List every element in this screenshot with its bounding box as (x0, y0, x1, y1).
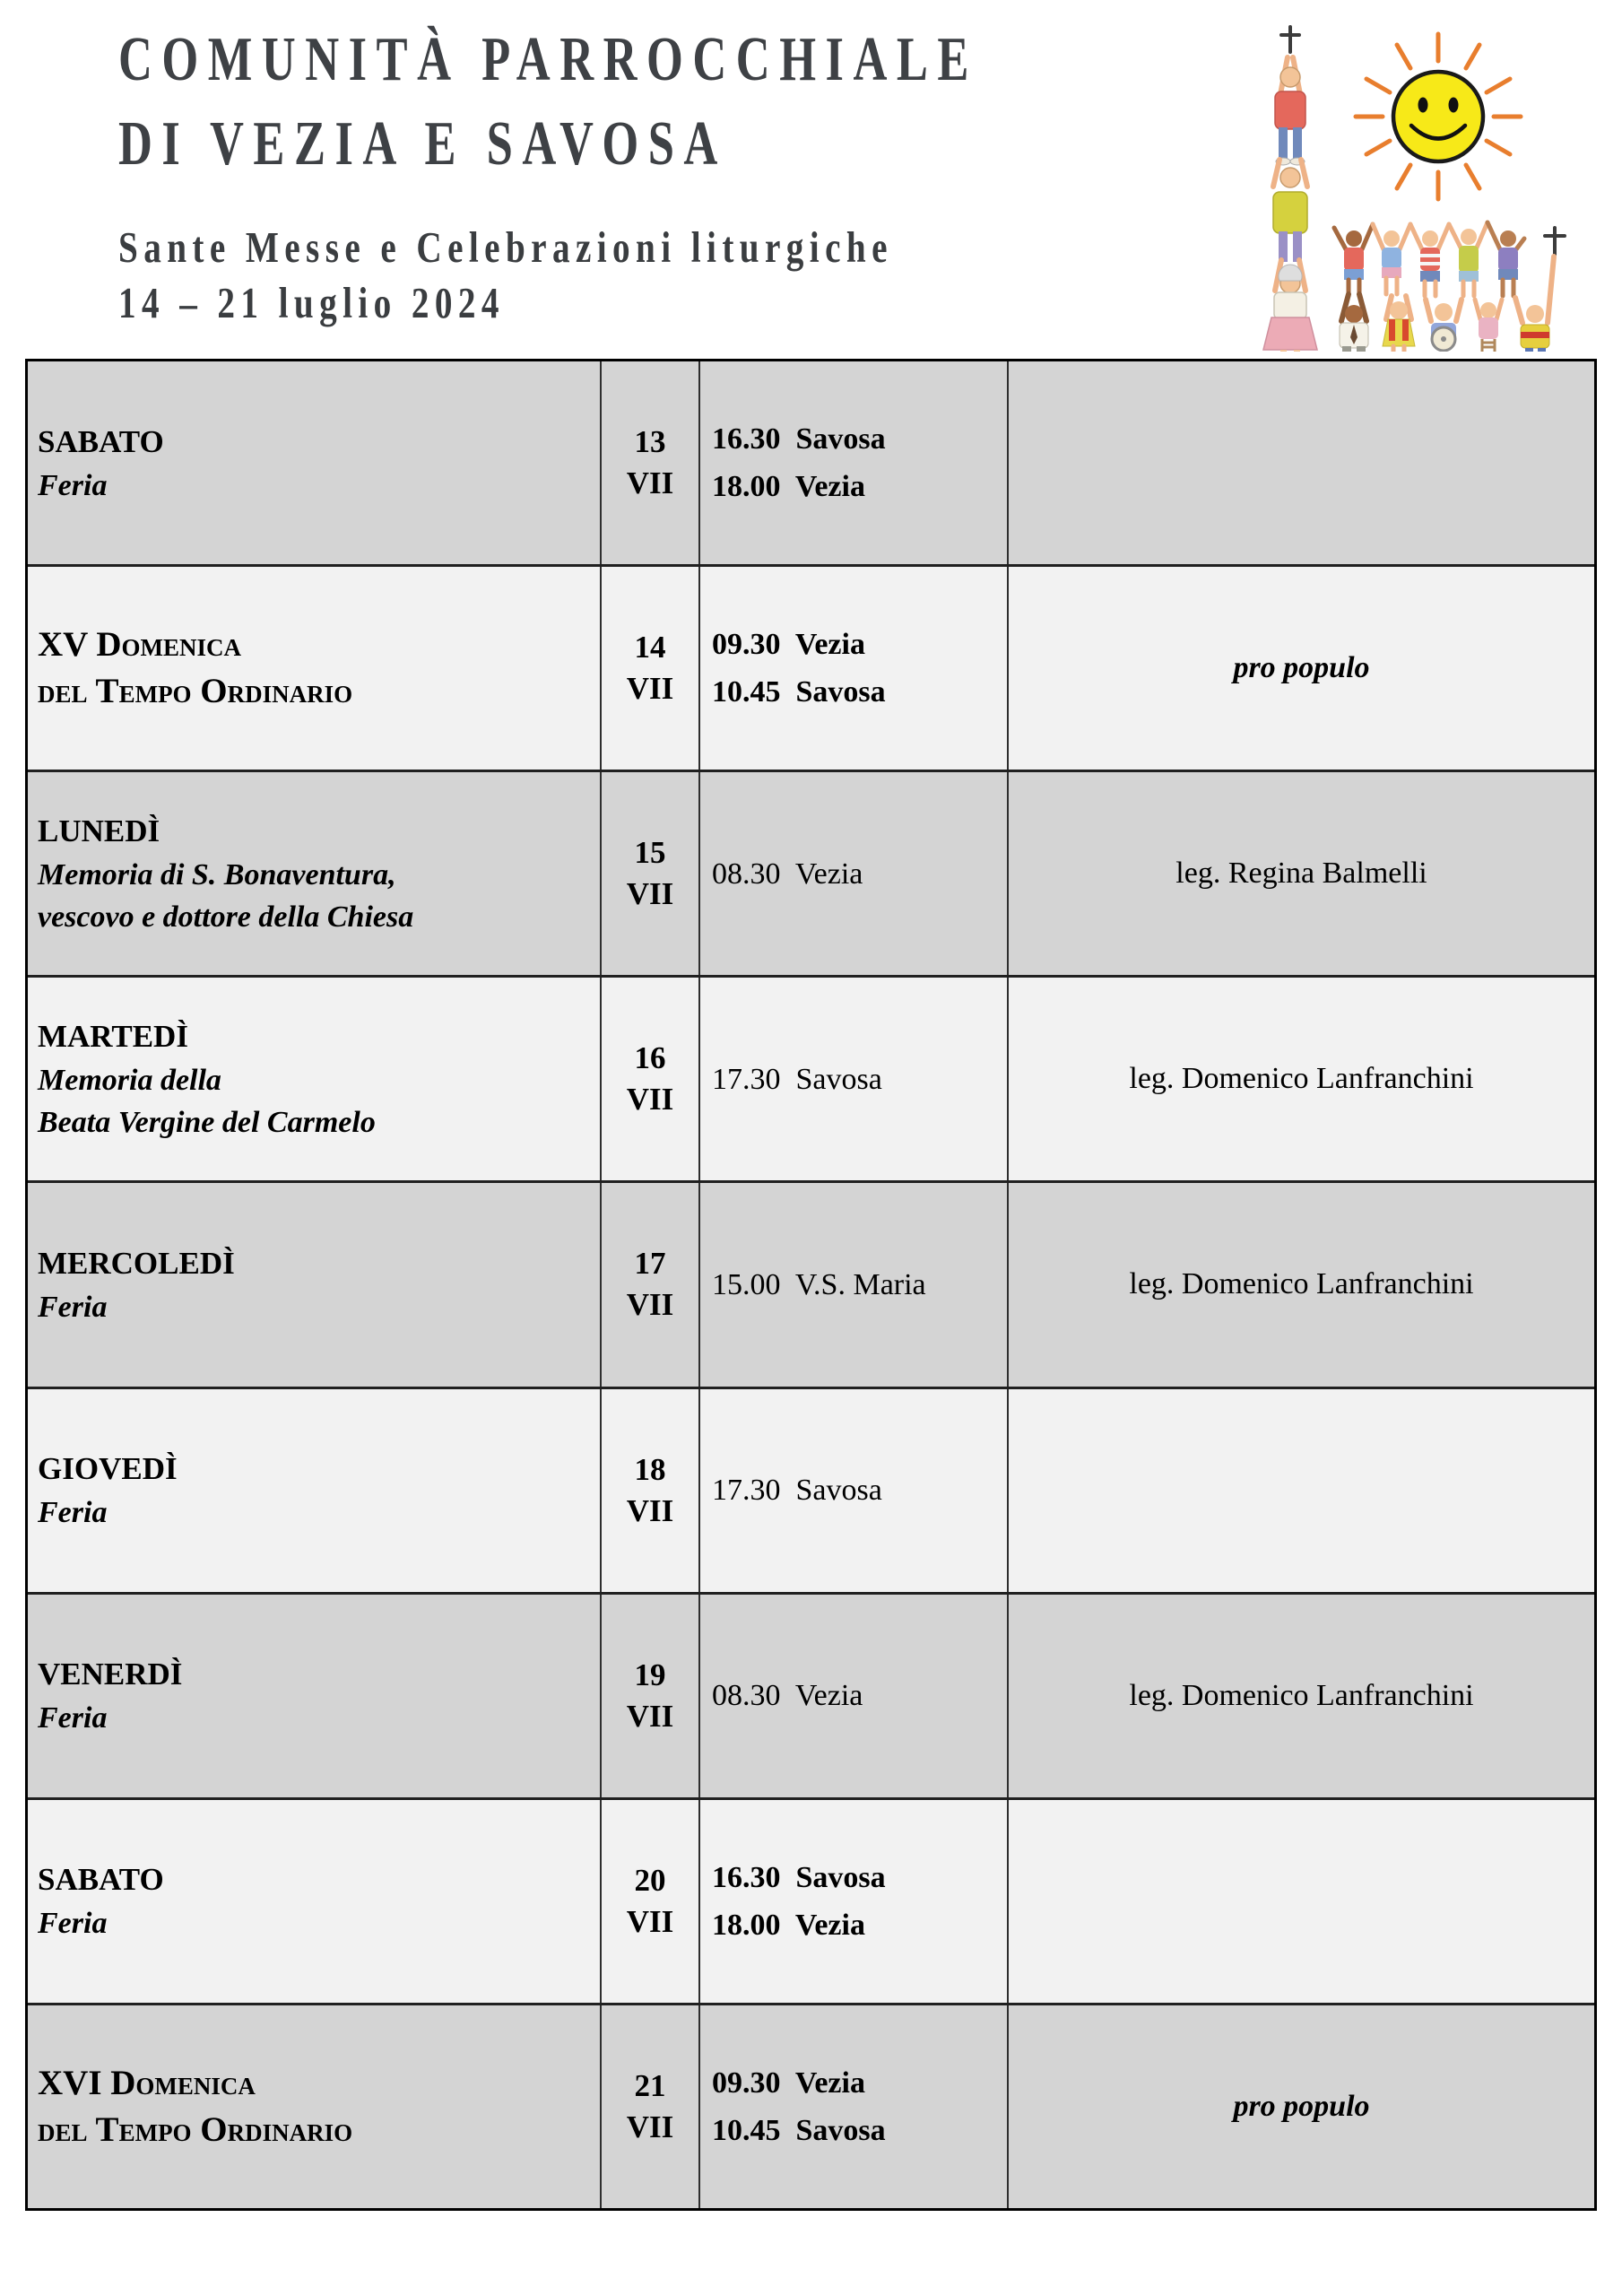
day-cell (28, 2005, 602, 2208)
intention-cell (1009, 1800, 1594, 2003)
mass-time: 16.30 Savosa (712, 422, 886, 457)
mass-time: 10.45 Savosa (712, 675, 886, 709)
day-cell (28, 772, 602, 975)
day-cell (28, 567, 602, 770)
intention-text: pro populo (1233, 2089, 1370, 2123)
day-name: XV Domenica (38, 625, 242, 665)
date-cell (602, 361, 700, 564)
mass-times-cell (700, 978, 1009, 1180)
mass-schedule-table (25, 359, 1597, 2211)
day-detail: del Tempo Ordinario (38, 2109, 353, 2149)
day-cell (28, 1183, 602, 1386)
intention-cell (1009, 1595, 1594, 1797)
date-day: 16 (634, 1040, 666, 1076)
parish-logo (1239, 23, 1609, 352)
date-day: 14 (634, 630, 666, 665)
date-month: VII (626, 2109, 674, 2144)
intention-text: leg. Domenico Lanfranchini (1129, 1267, 1474, 1301)
intention-cell (1009, 978, 1594, 1180)
sun-eye-right (1449, 98, 1459, 113)
intention-text: leg. Domenico Lanfranchini (1129, 1062, 1474, 1096)
mass-time: 08.30 Vezia (712, 1679, 863, 1713)
sun-eye-left (1418, 98, 1428, 113)
day-name: VENERDÌ (38, 1657, 183, 1692)
intention-cell (1009, 2005, 1594, 2208)
table-row-sabato-20 (28, 1797, 1594, 2003)
date-cell (602, 1389, 700, 1592)
day-detail: Feria (38, 1907, 108, 1941)
mass-time: 15.00 V.S. Maria (712, 1267, 926, 1301)
subtitle-line1: Sante Messe e Celebrazioni liturgiche (118, 222, 893, 272)
mass-time: 10.45 Savosa (712, 2113, 886, 2147)
day-cell (28, 1800, 602, 2003)
day-name: SABATO (38, 423, 164, 459)
intention-cell (1009, 1183, 1594, 1386)
children-bottom-row (1340, 228, 1565, 352)
date-cell (602, 978, 700, 1180)
date-month: VII (626, 671, 674, 707)
mass-time: 17.30 Savosa (712, 1062, 882, 1096)
day-name: GIOVEDÌ (38, 1451, 178, 1487)
table-row-lunedi-15 (28, 770, 1594, 975)
intention-text: leg. Regina Balmelli (1175, 857, 1427, 891)
table-row-sabato-13 (28, 361, 1594, 564)
day-detail: Memoria della (38, 1064, 221, 1098)
mass-time: 16.30 Savosa (712, 1860, 886, 1894)
date-month: VII (626, 1287, 674, 1323)
mass-time: 17.30 Savosa (712, 1474, 882, 1508)
children-tower-sun-illustration (1239, 23, 1609, 352)
day-name: LUNEDÌ (38, 813, 160, 849)
date-cell (602, 1800, 700, 2003)
sun-icon (1356, 34, 1521, 199)
date-cell (602, 1595, 700, 1797)
children-tower-left (1263, 27, 1317, 352)
page-title-line2: DI VEZIA E SAVOSA (118, 109, 727, 178)
intention-cell (1009, 567, 1594, 770)
mass-times-cell (700, 1800, 1009, 2003)
day-cell (28, 361, 602, 564)
day-name: MERCOLEDÌ (38, 1245, 235, 1281)
intention-cell (1009, 1389, 1594, 1592)
table-row-domenica-21 (28, 2003, 1594, 2208)
day-cell (28, 1595, 602, 1797)
date-month: VII (626, 1492, 674, 1528)
date-day: 17 (634, 1246, 666, 1282)
page-title-line1: COMUNITÀ PARROCCHIALE (118, 25, 978, 94)
day-name: MARTEDÌ (38, 1019, 188, 1055)
date-month: VII (626, 465, 674, 501)
mass-times-cell (700, 1389, 1009, 1592)
date-month: VII (626, 1903, 674, 1939)
table-row-martedi-16 (28, 975, 1594, 1180)
intention-cell (1009, 361, 1594, 564)
date-month: VII (626, 1082, 674, 1118)
date-day: 19 (634, 1657, 666, 1692)
mass-time: 18.00 Vezia (712, 1908, 865, 1942)
mass-times-cell (700, 1183, 1009, 1386)
date-cell (602, 772, 700, 975)
subtitle-line2: 14 – 21 luglio 2024 (118, 278, 505, 327)
mass-times-cell (700, 361, 1009, 564)
day-cell (28, 1389, 602, 1592)
day-detail: vescovo e dottore della Chiesa (38, 900, 414, 935)
mass-times-cell (700, 567, 1009, 770)
mass-time: 18.00 Vezia (712, 470, 865, 504)
date-day: 18 (634, 1451, 666, 1487)
mass-time: 09.30 Vezia (712, 2066, 865, 2100)
mass-times-cell (700, 1595, 1009, 1797)
day-detail: Feria (38, 1701, 108, 1735)
day-detail: Feria (38, 468, 108, 502)
day-detail: Beata Vergine del Carmelo (38, 1106, 376, 1140)
date-month: VII (626, 1698, 674, 1734)
day-name: XVI Domenica (38, 2063, 256, 2102)
cross-icon-top (1281, 27, 1299, 52)
date-month: VII (626, 876, 674, 912)
day-detail: Feria (38, 1290, 108, 1324)
day-detail: Feria (38, 1496, 108, 1530)
page-subtitle (118, 220, 893, 331)
date-cell (602, 1183, 700, 1386)
intention-text: pro populo (1233, 651, 1370, 685)
date-cell (602, 567, 700, 770)
intention-cell (1009, 772, 1594, 975)
date-day: 20 (634, 1862, 666, 1898)
mass-time: 08.30 Vezia (712, 857, 863, 891)
mass-times-cell (700, 772, 1009, 975)
day-name: SABATO (38, 1862, 164, 1898)
intention-text: leg. Domenico Lanfranchini (1129, 1678, 1474, 1712)
table-row-mercoledi-17 (28, 1180, 1594, 1386)
cross-icon-right (1545, 228, 1565, 255)
sun-face (1393, 72, 1483, 161)
date-cell (602, 2005, 700, 2208)
date-day: 21 (634, 2067, 666, 2103)
day-detail: del Tempo Ordinario (38, 672, 353, 711)
children-chain-row (1334, 222, 1524, 296)
table-row-venerdi-19 (28, 1592, 1594, 1797)
day-detail: Memoria di S. Bonaventura, (38, 858, 396, 892)
date-day: 15 (634, 835, 666, 871)
table-row-domenica-14 (28, 564, 1594, 770)
day-cell (28, 978, 602, 1180)
page-title (118, 18, 978, 187)
table-row-giovedi-18 (28, 1387, 1594, 1592)
mass-times-cell (700, 2005, 1009, 2208)
ladder (1482, 339, 1495, 352)
mass-time: 09.30 Vezia (712, 628, 865, 662)
date-day: 13 (634, 424, 666, 460)
